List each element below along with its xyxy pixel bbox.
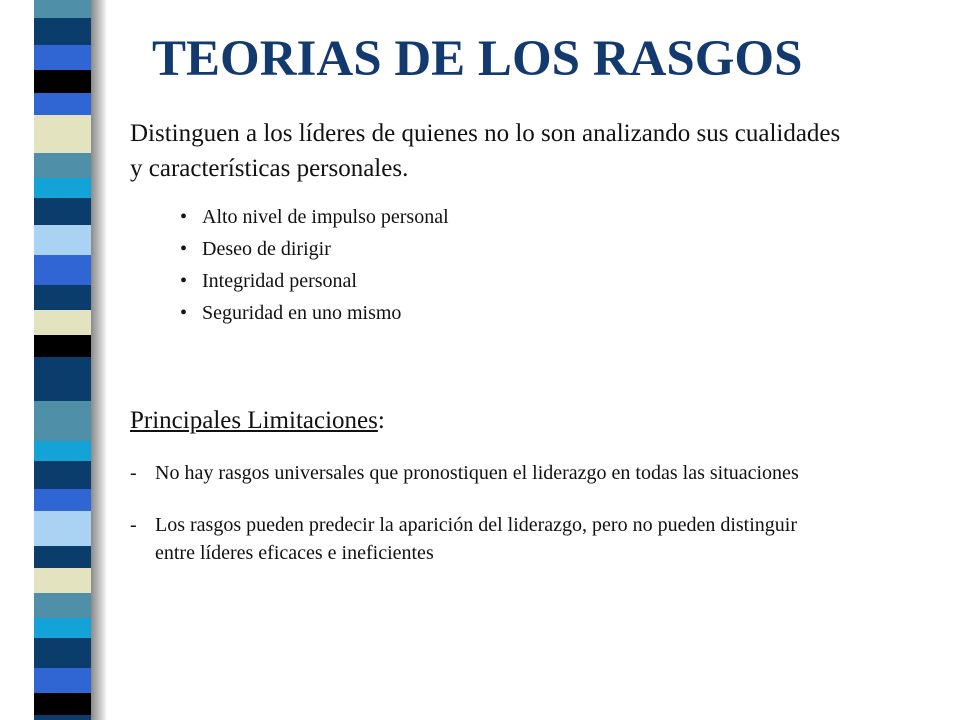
stripe-segment: [34, 0, 91, 18]
list-item: • Alto nivel de impulso personal: [180, 201, 449, 233]
stripe-segment: [34, 70, 91, 93]
stripe-segment: [34, 45, 91, 70]
stripe-segment: [34, 693, 91, 715]
stripe-segment: [34, 93, 91, 115]
decorative-stripe-bar: [34, 0, 91, 720]
limitations-list: [130, 459, 830, 591]
limitations-heading-colon: :: [377, 407, 385, 434]
list-item: • Deseo de dirigir: [180, 233, 449, 265]
slide-title: TEORIAS DE LOS RASGOS: [152, 31, 803, 87]
stripe-segment: [34, 310, 91, 335]
stripe-segment: [34, 401, 91, 441]
stripe-shadow: [91, 0, 107, 720]
intro-paragraph: Distinguen a los líderes de quienes no lo son analizando sus cualidades y características personales.: [130, 120, 841, 182]
stripe-segment: [34, 715, 91, 720]
stripe-segment: [34, 357, 91, 402]
stripe-segment: [34, 568, 91, 593]
list-item: - No hay rasgos universales que pronostiquen el liderazgo en todas las situaciones: [130, 459, 830, 487]
stripe-segment: [34, 225, 91, 255]
stripe-segment: [34, 178, 91, 198]
stripe-segment: [34, 198, 91, 225]
stripe-segment: [34, 511, 91, 546]
stripe-segment: [34, 461, 91, 489]
stripe-segment: [34, 115, 91, 153]
stripe-segment: [34, 546, 91, 568]
stripe-segment: [34, 255, 91, 285]
limitations-heading-text: Principales Limitaciones: [130, 407, 378, 434]
stripe-segment: [34, 668, 91, 693]
stripe-segment: [34, 441, 91, 461]
stripe-segment: [34, 18, 91, 45]
list-item: • Integridad personal: [180, 265, 449, 297]
traits-list: [180, 201, 449, 329]
stripe-segment: [34, 285, 91, 310]
list-item: - Los rasgos pueden predecir la aparición del liderazgo, pero no pueden distinguir entre líderes eficaces e ineficientes: [130, 511, 830, 567]
limitations-heading: [130, 405, 385, 437]
stripe-segment: [34, 593, 91, 618]
stripe-segment: [34, 335, 91, 357]
stripe-segment: [34, 153, 91, 178]
stripe-segment: [34, 638, 91, 668]
list-item: • Seguridad en uno mismo: [180, 297, 449, 329]
stripe-segment: [34, 618, 91, 638]
stripe-segment: [34, 489, 91, 511]
